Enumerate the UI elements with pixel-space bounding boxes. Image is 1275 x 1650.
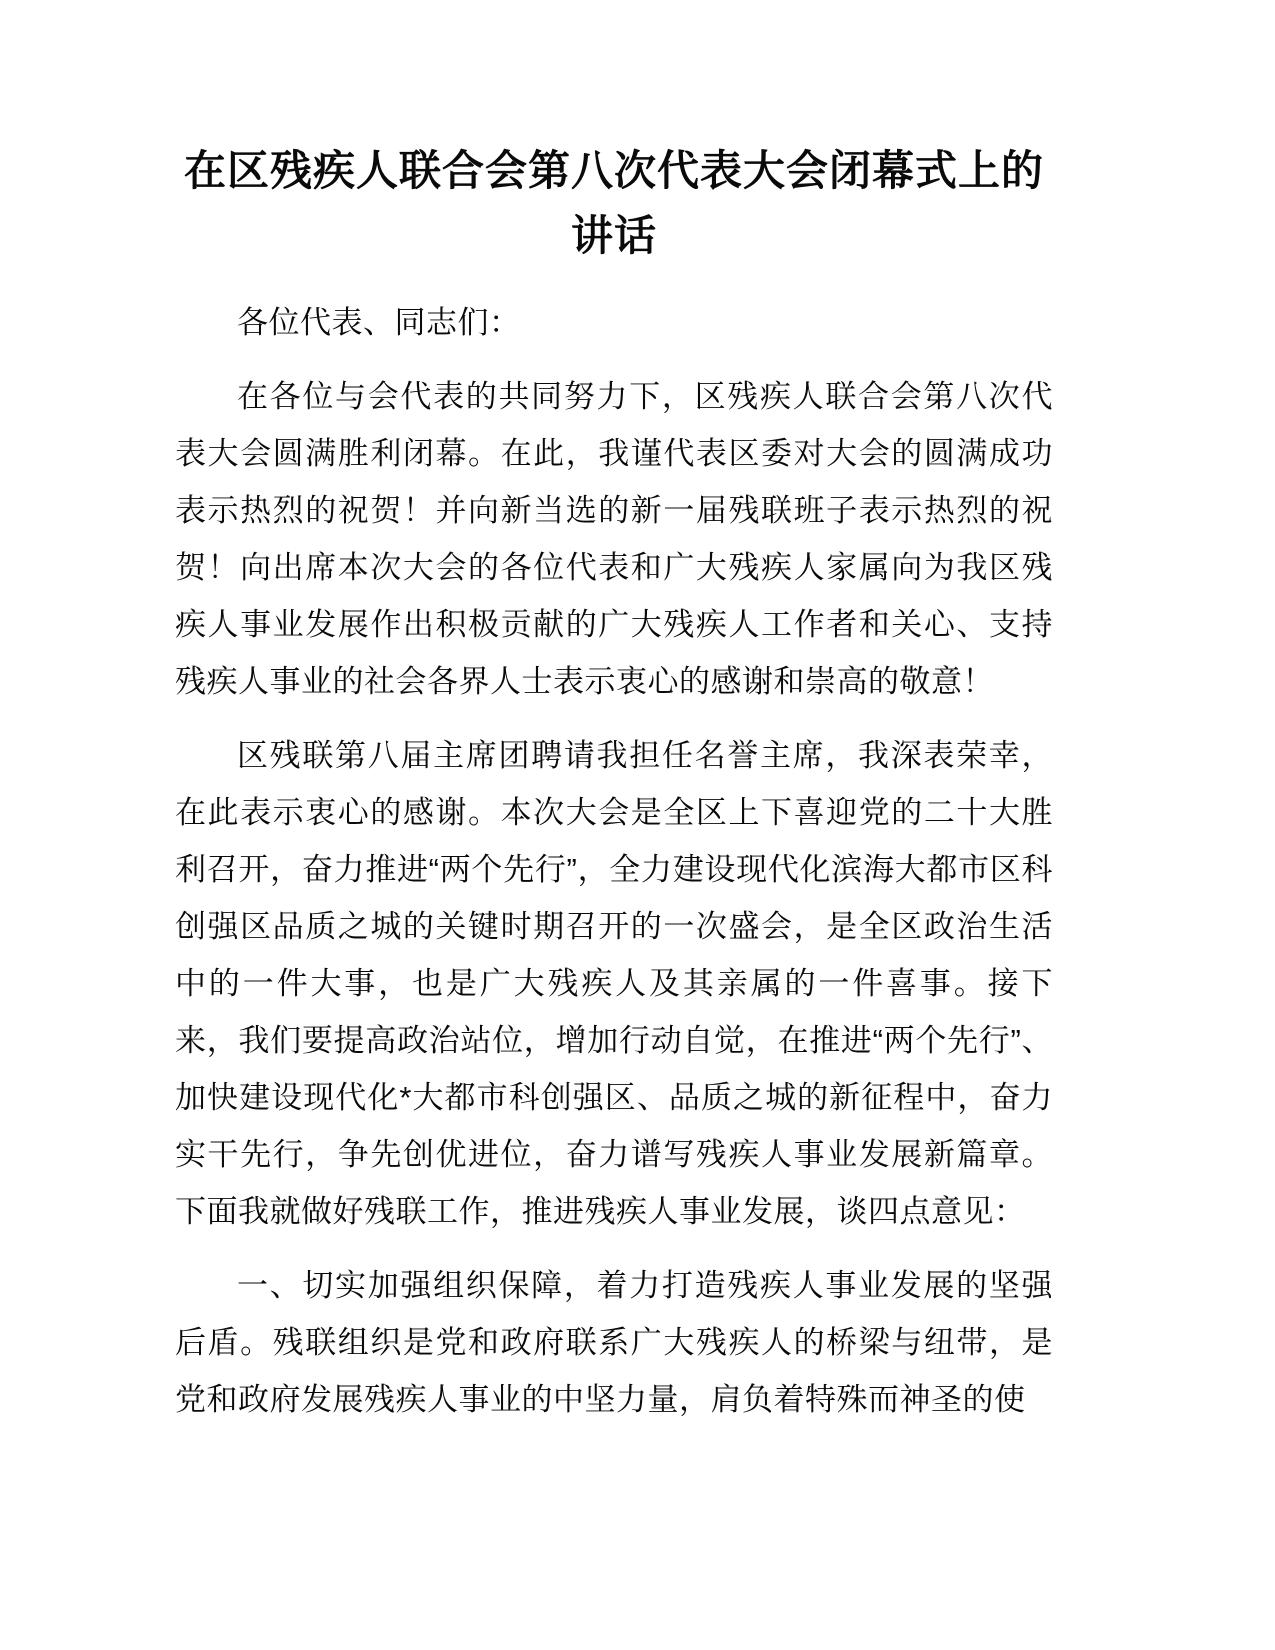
document-title: [175, 138, 1053, 268]
body-paragraph-2: 区残联第八届主席团聘请我担任名誉主席，我深表荣幸，在此表示衷心的感谢。本次大会是全区上下喜迎党的二十大胜利召开，奋力推进“两个先行”，全力建设现代化滨海大都市区科创强区品质之城的关键时期召开的一次盛会，是全区政治生活中的一件大事，也是广大残疾人及其亲属的一件喜事。接下来，我们要提高政治站位，增加行动自觉，在推进“两个先行”、加快建设现代化*大都市科创强区、品质之城的新征程中，奋力实干先行，争先创优进位，奋力谱写残疾人事业发展新篇章。下面我就做好残联工作，推进残疾人事业发展，谈四点意见：: [175, 738, 1053, 1230]
body-paragraph-3: 一、切实加强组织保障，着力打造残疾人事业发展的坚强后盾。残联组织是党和政府联系广大残疾人的桥梁与纽带，是党和政府发展残疾人事业的中坚力量，肩负着特殊而神圣的使: [175, 1268, 1053, 1418]
document-body: [175, 294, 1053, 1428]
title-line-2: 讲话: [570, 212, 657, 260]
salutation-paragraph: 各位代表、同志们：: [237, 305, 521, 341]
title-line-1: 在区残疾人联合会第八次代表大会闭幕式上的: [183, 147, 1044, 194]
body-paragraph-1: 在各位与会代表的共同努力下，区残疾人联合会第八次代表大会圆满胜利闭幕。在此，我谨代表区委对大会的圆满成功表示热烈的祝贺！并向新当选的新一届残联班子表示热烈的祝贺！向出席本次大会的各位代表和广大残疾人家属向为我区残疾人事业发展作出积极贡献的广大残疾人工作者和关心、支持残疾人事业的社会各界人士表示衷心的感谢和崇高的敬意！: [175, 379, 1053, 700]
